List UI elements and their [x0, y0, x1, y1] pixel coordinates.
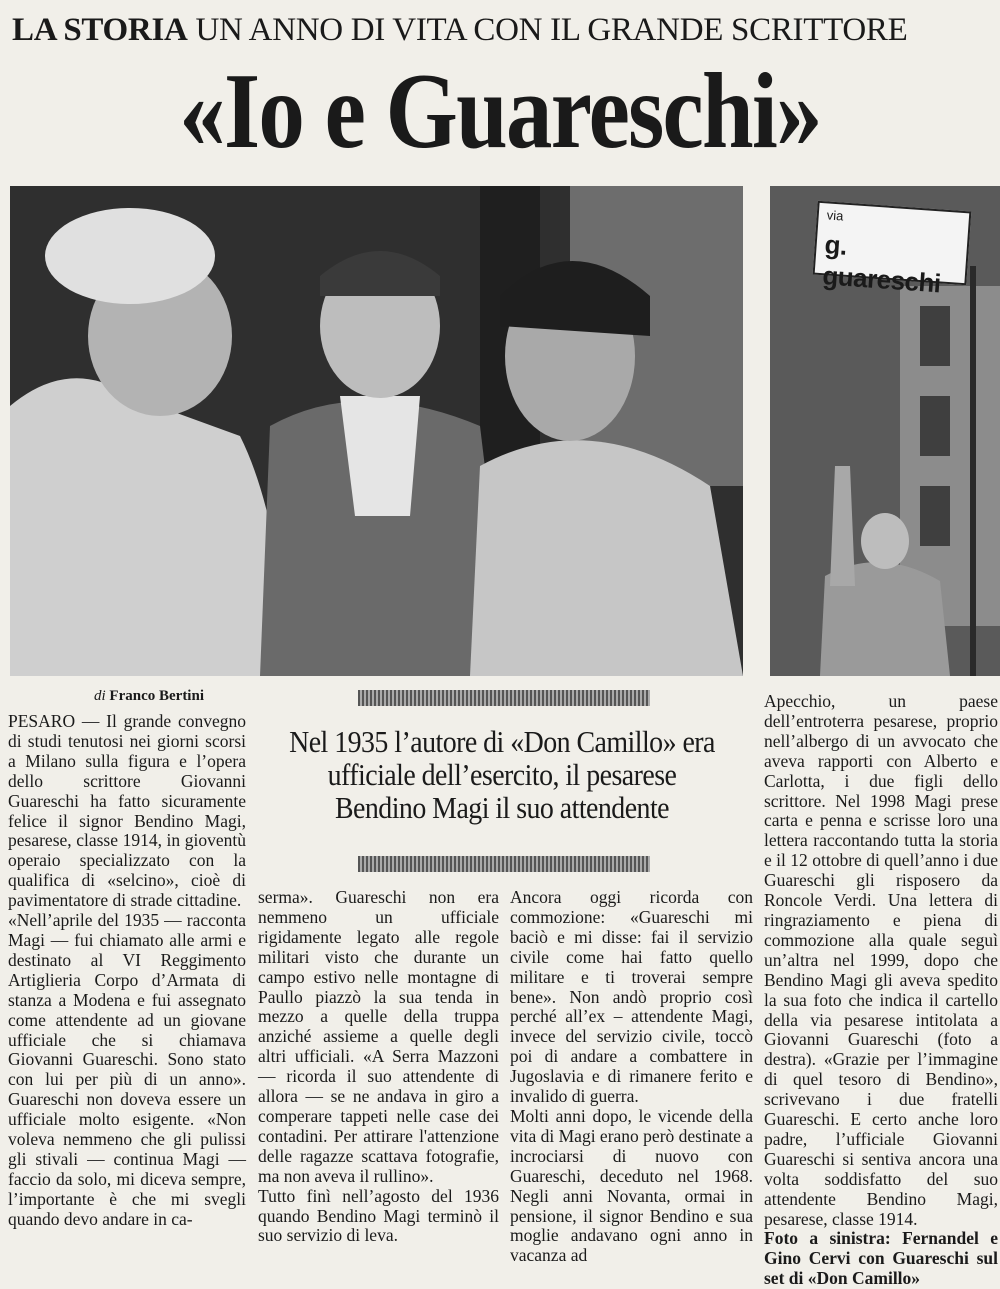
- street-sign: [813, 201, 972, 299]
- paragraph: serma». Guareschi non era nemmeno un ufficiale rigidamente legato alle regole militari visto che durante un campo estivo nelle montagne di Paullo piazzò la sua tenda in mezzo a quelle della truppa anziché assieme a quelle degli altri ufficiali. «A Serra Mazzoni — ricorda il suo attendente di allora — se ne andava in giro a comperare tappeti nelle case dei contadini. Per attirare l'attenzione delle ragazze scattava fotografie, ma non aveva il rullino».: [258, 887, 499, 1186]
- article-column-2: [258, 888, 499, 1246]
- street-sign-name: g. guareschi: [821, 229, 942, 299]
- kicker-text: UN ANNO DI VITA CON IL GRANDE SCRITTORE: [195, 12, 908, 48]
- paragraph: Tutto finì nell’agosto del 1936 quando Bendino Magi terminò il suo servizio di leva.: [258, 1185, 499, 1246]
- kicker-label: LA STORIA: [12, 12, 188, 48]
- deck-rule-bottom: [358, 856, 650, 872]
- side-photo: [770, 186, 1000, 676]
- kicker: [12, 10, 1000, 50]
- paragraph: Molti anni dopo, le vicende della vita di Magi erano però destinate a incrociarsi di nuovo con Guareschi, deceduto nel 1968. Negli anni Novanta, ormai in pensione, il signor Bendino e sua moglie andavano ogni anno in vacanza ad: [510, 1105, 753, 1266]
- deck: Nel 1935 l’autore di «Don Camillo» era ufficiale dell’esercito, il pesarese Bendino Magi il suo attendente: [289, 724, 715, 825]
- main-photo-illustration: [10, 186, 743, 676]
- deck-rule-top: [358, 690, 650, 706]
- article-column-3: [510, 888, 753, 1266]
- byline-author: Franco Bertini: [109, 688, 204, 704]
- paragraph: «Nell’aprile del 1935 — racconta Magi — fui chiamato alle armi e destinato al VI Reggimento Artiglieria Corpo d’Armata di stanza a Modena e fui assegnato come attendente ad un giovane ufficiale che si chiamava Giovanni Guareschi. Sono stato con lui per più di un anno». Guareschi non doveva essere un ufficiale molto esigente. «Non voleva nemmeno che gli pulissi gli stivali — continua Magi — faccio da solo, mi diceva sempre, l’importante è che mi svegli quando devo andare in ca-: [8, 910, 246, 1229]
- main-photo: [10, 186, 743, 676]
- paragraph: Ancora oggi ricorda con commozione: «Guareschi mi baciò e mi disse: fai il servizio civile come hai fatto quello militare e ti troverai sempre bene». Non andò proprio così perché all’ex – attendente Magi, invece del servizio civile, toccò poi di andare a combattere in Jugoslavia e di rimanere ferito e invalido di guerra.: [510, 887, 753, 1107]
- byline: [94, 688, 204, 705]
- photo-caption: Foto a sinistra: Fernandel e Gino Cervi con Guareschi sul set di «Don Camillo»: [764, 1228, 998, 1289]
- article-column-1: [8, 712, 246, 1230]
- headline: «Io e Guareschi»: [179, 52, 821, 171]
- byline-prefix: di: [94, 688, 106, 704]
- street-sign-via: via: [826, 207, 844, 224]
- article-column-4: [764, 692, 998, 1289]
- paragraph: PESARO — Il grande convegno di studi tenutosi nei giorni scorsi a Milano sulla figura e l’opera dello scrittore Giovanni Guareschi ha fatto sicuramente felice il signor Bendino Magi, pesarese, classe 1914, in gioventù operaio specializzato con la qualifica di «selcino», cioè di pavimentatore di strade cittadine.: [8, 711, 246, 911]
- paragraph: Apecchio, un paese dell’entroterra pesarese, proprio nell’albergo di un avvocato che aveva rapporti con Alberto e Carlotta, i due figli dello scrittore. Nel 1998 Magi prese carta e penna e scrisse loro una lettera raccontando tutta la storia e il 12 ottobre di quell’anno i due Guareschi gli risposero da Roncole Verdi. Una lettera di ringraziamento e piena di commozione alla quale seguì un’altra nel 1999, dopo che Bendino Magi gli aveva spedito la sua foto che indica il cartello della via pesarese intitolata a Giovanni Guareschi (foto a destra). «Grazie per l’immagine di quel tesoro di Bendino», scrivevano i due fratelli Guareschi. E certo anche loro padre, l’ufficiale Giovanni Guareschi si sentiva ancora una volta soddisfatto del suo attendente Bendino Magi, pesarese, classe 1914.: [764, 691, 998, 1229]
